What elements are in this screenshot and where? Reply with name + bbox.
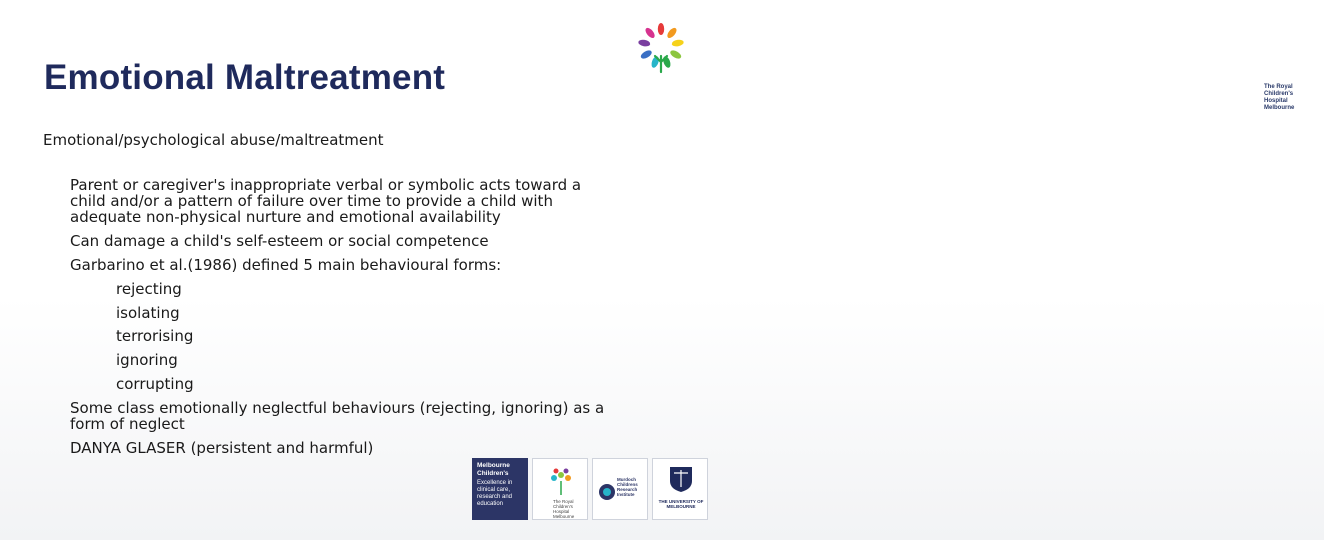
mcri-caption: Murdoch Childrens Research Institute xyxy=(617,477,638,497)
glaser-point: DANYA GLASER (persistent and harmful) xyxy=(70,438,374,457)
rch-tree-icon xyxy=(622,18,700,104)
definition-paragraph xyxy=(70,177,670,226)
mcri-logo xyxy=(592,458,648,520)
rch-logo-caption: The Royal Children's Hospital Melbourne xyxy=(1264,84,1295,111)
rch-tree-small-icon xyxy=(546,467,576,497)
slide-title: Emotional Maltreatment xyxy=(44,58,446,97)
petal xyxy=(644,26,657,39)
petal xyxy=(671,39,684,47)
mcri-emblem-icon xyxy=(598,483,616,501)
definition-line: child and/or a pattern of failure over time to provide a child with xyxy=(70,192,553,211)
university-crest-icon xyxy=(668,465,694,493)
rch-small-caption: The Royal Children's Hospital Melbourne xyxy=(553,499,575,519)
form-item: rejecting xyxy=(116,279,182,298)
petal xyxy=(639,49,653,61)
definition-line: Parent or caregiver's inappropriate verbal or symbolic acts toward a xyxy=(70,176,582,194)
slide-body xyxy=(70,177,670,464)
neglect-paragraph xyxy=(70,400,670,432)
rch-logo xyxy=(622,18,1295,111)
form-item: ignoring xyxy=(116,351,178,370)
rch-small-logo xyxy=(532,458,588,520)
definition-line: adequate non-physical nurture and emotional availability xyxy=(70,208,501,227)
form-item: terrorising xyxy=(116,327,194,346)
form-item: isolating xyxy=(116,303,180,322)
university-of-melbourne-logo xyxy=(652,458,708,520)
university-caption: THE UNIVERSITY OF MELBOURNE xyxy=(658,499,704,509)
self-esteem-point: Can damage a child's self-esteem or social competence xyxy=(70,232,489,251)
petal xyxy=(669,49,683,61)
neglect-line: form of neglect xyxy=(70,414,185,433)
form-item: corrupting xyxy=(116,374,194,393)
petal xyxy=(666,26,679,39)
neglect-line: Some class emotionally neglectful behaviours (rejecting, ignoring) as a xyxy=(70,398,605,417)
garbarino-point: Garbarino et al.(1986) defined 5 main behavioural forms: xyxy=(70,256,502,274)
melbourne-childrens-campus-logo: Melbourne Children's Excellence in clinical care, research and education xyxy=(472,458,528,520)
footer-logo-strip xyxy=(472,458,712,520)
lead-heading: Emotional/psychological abuse/maltreatment xyxy=(43,131,384,149)
petal xyxy=(638,39,651,47)
petal xyxy=(658,23,664,35)
